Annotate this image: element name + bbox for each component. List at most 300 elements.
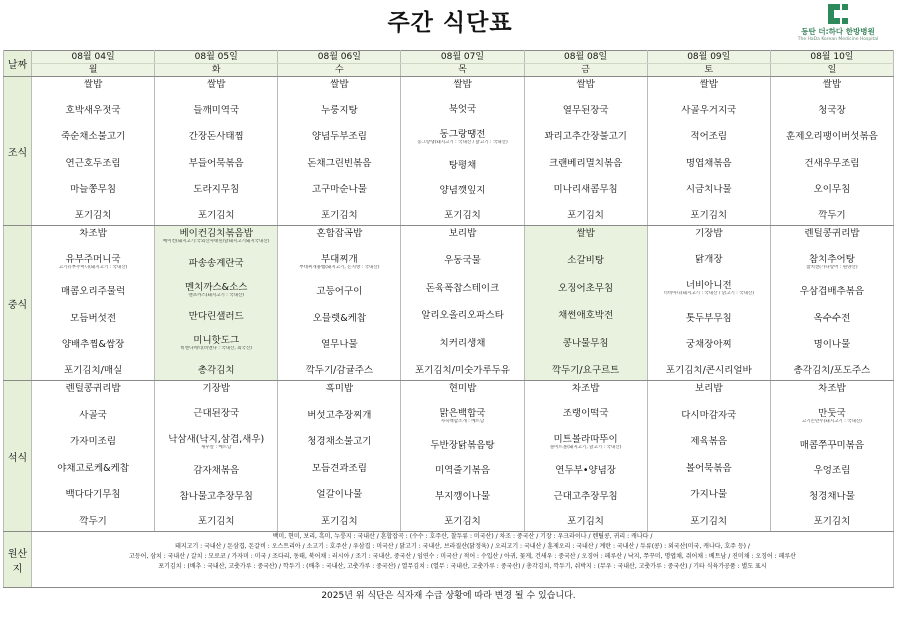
menu-item-name: 우동국물 [444,255,481,267]
breakfast-cell-tue [155,77,278,226]
menu-item [527,465,645,476]
date-tue: 08월 05일 [155,51,278,64]
logo-name: 동탄 더:하다 한방병원 [801,27,875,36]
menu-item [527,283,645,294]
origin-line: 돼지고기 : 국내산 / 돈삼겹, 돈갈비 : 오스트리아 / 소고기 : 호주산 / 우삼겹 : 미국산 / 닭고기 : 국내산, 브라질산(닭정육) / 오리고기 : 국내산 / 훈제오리 : 국내산 / 계란 : 국내산 / 두류(콩) : 외국산(미국, 캐나다, 호주 등) / [175,543,750,550]
menu-item [650,79,768,90]
dinner-menu-list [155,381,277,531]
menu-item [650,436,768,447]
menu-item-name: 모듬견과조림 [311,462,367,474]
menu-item-name: 조랭이떡국 [562,408,609,420]
menu-item-name: 쌀밥 [83,79,103,90]
menu-item-origin-note: 너비아니(돼지고기 : 국내산 / 닭고기 : 국내산) [663,291,755,297]
menu-item-name: 톳두부무침 [685,312,732,324]
menu-item-name: 열무된장국 [562,105,609,117]
page-title: 주간 식단표 [387,10,513,36]
menu-item-name: 깍두기 [818,209,846,221]
menu-item [34,516,152,527]
menu-item-name: 너비아니전 [685,280,732,292]
menu-item [280,365,398,376]
menu-item-name: 오믈렛&케찹 [312,312,366,324]
menu-item [403,104,521,115]
menu-item [34,383,152,394]
menu-item-name: 포기김치 [74,209,112,221]
menu-item-name: 간장돈사태찜 [188,131,244,143]
origin-line: 백미, 현미, 보리, 흑미, 누룽지 : 국내산 / 혼합잡곡 : (수수 : 호주산, 찰두류 : 미국산) / 차조 : 중국산 / 기장 : 우크라이나 / 렌틸콩, 귀리 : 캐나다 / [272,533,653,540]
menu-item-name: 포기김치 [690,209,728,221]
lunch-menu-list [525,226,647,380]
menu-item [403,185,521,196]
menu-item-name: 모듬버섯전 [70,312,117,324]
menu-item-name: 미역줄기볶음 [434,465,491,477]
menu-item-name: 부지깽이나물 [434,490,491,502]
menu-item-origin-note: 자숙백합조개 : 베트남 [440,419,485,425]
menu-item [773,79,891,90]
dinner-cell-sat [647,381,770,532]
menu-item-name: 궁채장아찌 [685,338,732,350]
menu-item-name: 차조밥 [79,228,107,239]
menu-item-name: 깍두기 [79,515,107,527]
menu-item [34,184,152,195]
menu-item-name: 낙삼새(낙지,삼겹,새우) [168,433,265,445]
menu-item [157,311,275,322]
menu-item-name: 미니핫도그 [193,335,240,347]
breakfast-cell-thu [401,77,524,226]
weekly-menu-table [3,50,894,588]
menu-item-name: 양념깻잎지 [439,185,486,196]
menu-item [403,160,521,171]
menu-item-name: 야채고로케&케찹 [57,462,129,474]
menu-item-name: 포기김치 [197,515,235,527]
menu-item-name: 양념두부조림 [311,131,367,143]
menu-item-name: 근대고추장무침 [553,490,618,502]
menu-item [157,491,275,502]
weekday-mon: 월 [32,64,155,77]
logo-subtitle: The HaDa Korean Medicine Hospital [797,37,879,42]
menu-item-name: 훈제오리팽이버섯볶음 [786,131,878,143]
menu-item-name: 청국장 [818,105,846,117]
menu-item-name: 차조밥 [818,383,846,394]
menu-item [403,365,521,376]
date-row-label: 날짜 [4,51,32,77]
lunch-cell-sun [770,226,893,381]
menu-item [527,131,645,142]
footer-note: 2025년 위 식단은 식자재 수급 상황에 따라 변경 될 수 있습니다. [321,591,576,601]
menu-item [157,210,275,221]
menu-item-name: 소갈비탕 [567,255,604,267]
menu-item-name: 쌀밥 [576,79,595,90]
menu-item-name: 포기김치 [197,209,235,221]
menu-item-name: 쌀밥 [453,79,472,90]
breakfast-cell-wed [278,77,401,226]
origin-row [4,532,894,588]
menu-item-name: 북엇국 [448,104,477,115]
menu-item-name: 오이무침 [813,183,851,195]
menu-item-name: 탕평채 [448,160,477,171]
menu-item [650,158,768,169]
menu-item [773,286,891,297]
menu-item-name: 제육볶음 [690,436,728,448]
menu-item [527,105,645,116]
menu-item [280,516,398,527]
menu-item-name: 흑미밥 [325,383,354,394]
menu-item [527,310,645,321]
menu-item [157,282,275,299]
menu-item [157,516,275,527]
menu-item [34,463,152,474]
menu-item-name: 알리오올리오파스타 [421,310,504,322]
menu-item [403,465,521,476]
menu-item-name: 명엽채볶음 [685,157,732,169]
menu-item-name: 근대된장국 [193,408,240,420]
menu-item-name: 도라지무침 [193,183,240,195]
menu-item-name: 채썬애호박전 [558,310,614,322]
menu-item-name: 베이컨김치볶음밥 [179,228,253,239]
menu-item [34,254,152,271]
origin-label: 원산지 [4,532,32,588]
menu-item [527,434,645,451]
weekday-tue: 화 [155,64,278,77]
menu-item-name: 포기김치 [567,209,604,221]
menu-item-name: 미나리새콤무침 [553,183,618,195]
menu-item [527,516,645,527]
menu-item-name: 버섯고추장찌개 [307,409,372,421]
menu-item [403,228,521,239]
date-thu: 08월 07일 [401,51,524,64]
menu-item [650,339,768,350]
menu-item [280,254,398,271]
menu-item-name: 가자미조림 [70,436,117,448]
breakfast-label: 조식 [4,77,32,226]
menu-item [403,516,521,527]
breakfast-cell-fri [524,77,647,226]
menu-item-name: 감자채볶음 [193,465,240,477]
menu-item [403,408,521,425]
menu-item [527,158,645,169]
menu-item [527,184,645,195]
menu-item-name: 꽈리고추간장불고기 [544,131,627,143]
date-wed: 08월 06일 [278,51,401,64]
menu-item-origin-note: 베이컨(돼지고기:국외산사태된/닭돼지고기돼지국내산) [162,239,270,244]
dinner-label: 석식 [4,381,32,532]
menu-item-name: 두반장닭볶음탕 [430,439,495,451]
breakfast-cell-mon [32,77,155,226]
menu-item-name: 유부주머니국 [65,254,121,266]
menu-item-name: 사골우거지국 [681,105,737,117]
weekday-sat: 토 [647,64,770,77]
menu-item-name: 쌀밥 [576,228,595,239]
logo-icon [828,4,848,24]
date-sun: 08월 10일 [770,51,893,64]
menu-item-name: 누룽지탕 [320,105,358,117]
menu-item [527,365,645,376]
menu-item [527,338,645,349]
menu-item-origin-note: 부대찌개용햄(돼지고기, 돈지방 : 국내산) [299,265,380,271]
menu-item [650,254,768,265]
menu-item [527,228,645,239]
menu-item [650,228,768,239]
menu-item-origin-note: 멘츠까스(돼지고기 : 국내산) [188,292,245,298]
menu-item [280,105,398,116]
menu-item-name: 볼어묵볶음 [685,462,732,474]
weekday-wed: 수 [278,64,401,77]
dinner-row [4,381,894,532]
menu-item [157,258,275,269]
menu-item-name: 크랜베리멸치볶음 [548,157,623,169]
dinner-cell-sun [770,381,893,532]
menu-item-name: 사골국 [79,409,107,421]
weekday-thu: 목 [401,64,524,77]
menu-item [280,383,398,394]
menu-item-name: 포기김치 [813,515,851,527]
breakfast-menu-list [155,77,277,225]
menu-item-name: 얼갈이나물 [316,489,363,501]
menu-item-name: 닭개장 [695,254,723,266]
date-mon: 08월 04일 [32,51,155,64]
dinner-menu-list [401,381,523,531]
menu-item-name: 백다다기무침 [65,489,121,501]
menu-item [403,210,521,221]
menu-item [280,184,398,195]
menu-item-name: 포기김치 [444,515,481,527]
menu-item [157,335,275,352]
menu-item-name: 현미밥 [448,383,477,394]
menu-item [650,463,768,474]
menu-item-name: 포기김치/매실 [63,364,123,376]
menu-item-origin-note: 고기유부주머니(돼지고기 : 국내산) [58,265,128,271]
menu-item [403,255,521,266]
breakfast-menu-list [648,77,770,225]
menu-item [773,105,891,116]
menu-item [527,255,645,266]
origin-line: 고등어, 삼치 : 국내산 / 갈치 : 모로코 / 가자미 : 미국 / 조다리, 동태, 북어채 : 러시아 / 조기 : 국내산, 중국산 / 임연수 : 미국산 / 적어 : 수입산 / 아귀, 꽃게, 건새우 : 중국산 / 오징어 : 페루산 / 낙지, 쭈꾸미, 명엽채, 쥐어채 : 베트남 / 진미채 : 오징어 : 페루산 [129,553,796,560]
menu-item [773,313,891,324]
breakfast-menu-list [278,77,400,225]
breakfast-menu-list [32,77,154,225]
menu-item [280,79,398,90]
menu-item-name: 차조밥 [571,383,600,394]
menu-item [650,184,768,195]
lunch-cell-thu [401,226,524,381]
menu-item [157,434,275,451]
menu-item-name: 맑은백합국 [439,408,486,420]
dinner-cell-tue [155,381,278,532]
menu-item [773,383,891,394]
menu-item [650,105,768,116]
lunch-cell-wed [278,226,401,381]
dinner-cell-fri [524,381,647,532]
menu-item-name: 양배추찜&쌈장 [61,338,125,350]
menu-item-name: 들깨미역국 [193,105,240,117]
dinner-menu-list [771,381,893,531]
menu-item [280,313,398,324]
breakfast-cell-sat [647,77,770,226]
lunch-menu-list [648,226,770,380]
lunch-label: 중식 [4,226,32,381]
menu-item [650,210,768,221]
menu-item [157,79,275,90]
menu-item [34,489,152,500]
menu-item-name: 쌀밥 [330,79,349,90]
menu-item-name: 열무나물 [320,338,358,350]
weekday-sun: 일 [770,64,893,77]
menu-item [650,489,768,500]
menu-item [157,105,275,116]
menu-item [157,365,275,376]
menu-item [773,440,891,451]
menu-item-name: 총각김치 [197,364,235,376]
menu-item [403,79,521,90]
menu-item [527,383,645,394]
menu-item [773,131,891,142]
menu-item-name: 혼합잡곡밥 [316,228,363,239]
menu-item [34,228,152,239]
menu-item [157,131,275,142]
menu-item [403,491,521,502]
menu-item-name: 명이나물 [813,338,851,350]
menu-item [403,283,521,294]
menu-item-name: 부들어묵볶음 [188,157,244,169]
menu-item [280,158,398,169]
menu-item [157,184,275,195]
menu-item-name: 적어조림 [690,131,728,143]
menu-item-name: 총각김치/포도주스 [793,364,871,376]
menu-item-name: 건새우무조림 [804,157,860,169]
menu-item-name: 포기김치 [690,515,728,527]
menu-item-name: 고구마순나물 [311,183,367,195]
menu-item [650,516,768,527]
lunch-cell-fri [524,226,647,381]
weekday-row [4,64,894,77]
menu-item-name: 연두부•양념장 [555,465,616,477]
menu-item-name: 쌀밥 [699,79,718,90]
menu-item [157,228,275,245]
origin-info [32,532,894,588]
menu-item [403,338,521,349]
menu-item [650,410,768,421]
menu-item [773,339,891,350]
menu-item-name: 마늘쫑무침 [70,183,117,195]
origin-line: 포기김치 : (배추 : 국내산, 고춧가루 : 중국산) / 깍두기 : (배추 : 국내산, 고춧가루 : 중국산) / 열무김치 : (열무 : 국내산, 고춧가루 : 중국산) / 총각김치, 깍두기, 쉬박지 : (무우 : 국내산, 고춧가루 : 중국산) / 기타 식육가공품 : 별도 표시 [158,563,767,570]
dinner-cell-wed [278,381,401,532]
menu-item-name: 포기김치 [320,515,358,527]
menu-item-name: 렌틸콩귀리밥 [804,228,860,239]
menu-item [650,365,768,376]
menu-item [403,129,521,146]
date-fri: 08월 08일 [524,51,647,64]
menu-item [403,383,521,394]
menu-item [773,228,891,239]
menu-item-origin-note: 고기손만두(돼지고기 : 국내산) [801,419,862,425]
menu-item [280,131,398,142]
date-row [4,51,894,64]
menu-item [280,339,398,350]
menu-item [773,408,891,425]
dinner-menu-list [525,381,647,531]
menu-item-name: 청경채나물 [808,490,855,502]
menu-item [280,463,398,474]
dinner-menu-list [32,381,154,531]
menu-item-name: 파송송계란국 [188,257,244,269]
menu-item [157,383,275,394]
menu-item [403,440,521,451]
lunch-menu-list [278,226,400,380]
menu-item-name: 보리밥 [695,383,723,394]
menu-item [773,516,891,527]
lunch-menu-list [155,226,277,380]
menu-item-name: 보리밥 [448,228,477,239]
menu-item-name: 매콤쭈꾸미볶음 [799,439,865,451]
menu-item-origin-note: 동그랑땡(돼지고기 : 국내산 / 닭고기 : 국내산) [417,140,508,145]
menu-item [773,491,891,502]
breakfast-menu-list [401,77,523,225]
lunch-menu-list [401,226,523,380]
menu-item-name: 연근호두조림 [65,157,121,169]
menu-item-name: 기장밥 [695,228,723,239]
menu-item [280,210,398,221]
menu-item [34,313,152,324]
breakfast-menu-list [525,77,647,225]
menu-item-name: 쌀밥 [822,79,842,90]
menu-item [157,408,275,419]
menu-item-name: 만다린샐러드 [188,311,244,323]
menu-item [773,254,891,271]
menu-item-origin-note: 비엔나케익(비엔나 : 국내산, 외국산) [180,346,253,352]
menu-item [34,286,152,297]
date-sat: 08월 09일 [647,51,770,64]
menu-item-name: 미트볼라따뚜이 [553,433,618,445]
menu-item [34,365,152,376]
menu-item [280,436,398,447]
menu-item [280,228,398,239]
menu-item [650,383,768,394]
dinner-cell-thu [401,381,524,532]
menu-item [650,280,768,297]
menu-item [34,158,152,169]
lunch-cell-tue [155,226,278,381]
menu-item-name: 부대찌개 [320,254,358,266]
menu-item-name: 포기김치/콘시리얼바 [665,364,752,376]
menu-item-name: 콩나물무침 [562,337,609,349]
menu-item-name: 포기김치 [444,210,481,221]
menu-item [773,365,891,376]
menu-item-name: 우엉조림 [813,465,851,477]
menu-item [527,491,645,502]
menu-item-name: 돈육폭찹스테이크 [425,282,500,294]
lunch-menu-list [32,226,154,380]
hospital-logo [790,4,886,42]
menu-item-name: 기장밥 [202,383,230,394]
menu-item-name: 청경채소불고기 [307,436,372,448]
lunch-row [4,226,894,381]
menu-item-name: 깍두기/감귤주스 [305,364,374,376]
menu-item-name: 만둣국 [818,408,846,420]
menu-item [773,465,891,476]
menu-item-name: 참치추어탕 [808,254,855,266]
menu-item [34,436,152,447]
menu-item [527,408,645,419]
menu-item [773,158,891,169]
menu-item-name: 돈채그린빈볶음 [307,157,372,169]
menu-item-name: 가지나물 [690,489,728,501]
menu-item [280,410,398,421]
menu-item-name: 오징어초무침 [558,282,614,294]
menu-item-name: 매콤오리주물럭 [60,286,126,298]
menu-item [34,410,152,421]
menu-item [157,465,275,476]
menu-item-name: 멘치까스&소스 [184,281,248,293]
menu-item [34,339,152,350]
